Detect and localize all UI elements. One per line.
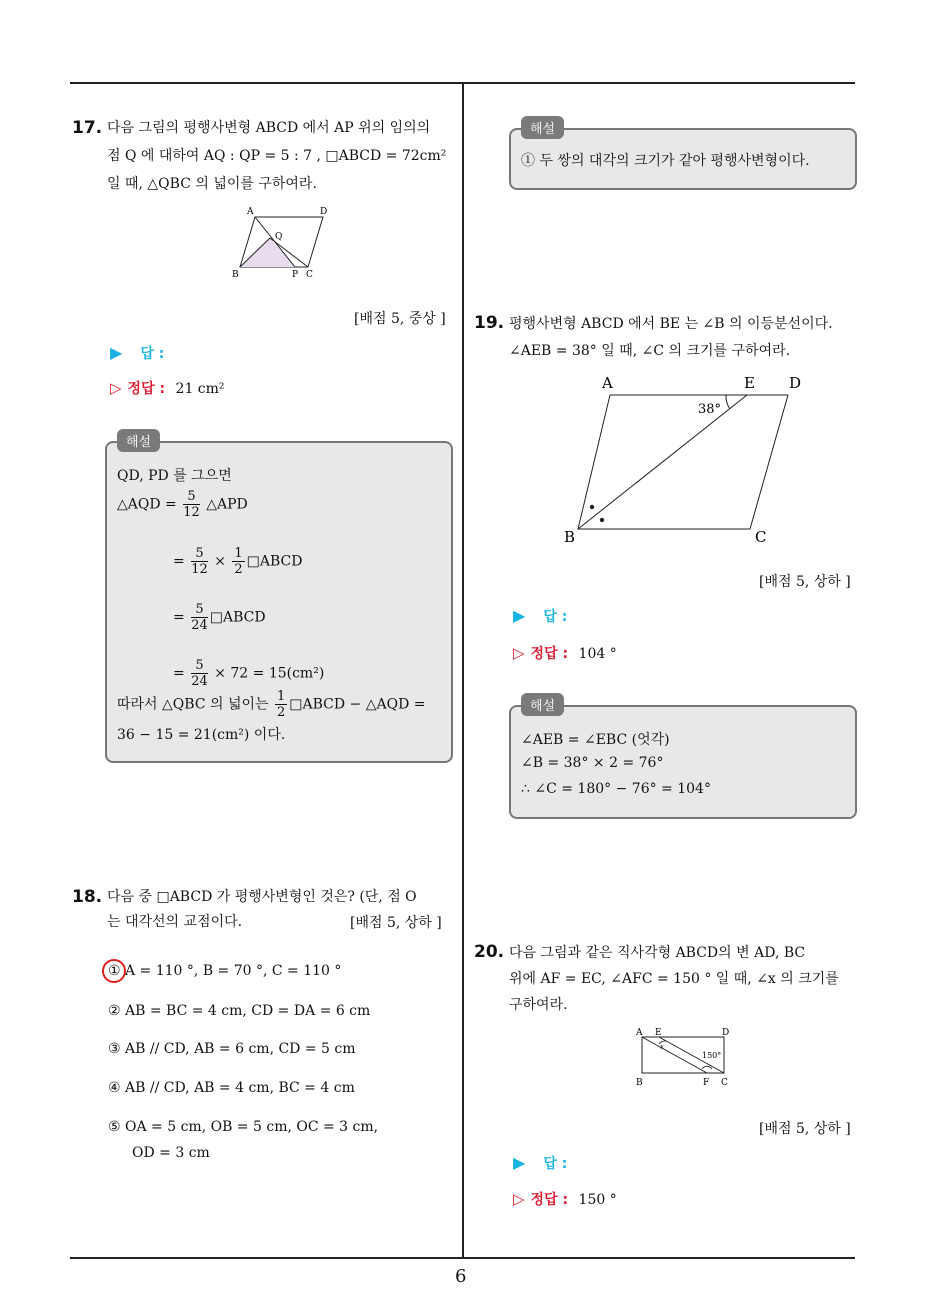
q20-fig-label-d: D xyxy=(722,1028,730,1038)
q20-correct-label: 정답 : xyxy=(530,1192,569,1208)
q17-fig-label-p: P xyxy=(292,270,299,280)
q20-fig-label-c: C xyxy=(721,1078,728,1088)
q19-fig-label-b: B xyxy=(564,528,576,546)
q17-fig-label-c: C xyxy=(306,270,313,280)
q18-choice-4[interactable]: ④ AB // CD, AB = 4 cm, BC = 4 cm xyxy=(108,1080,355,1096)
q17-correct-value: 21 cm² xyxy=(175,381,225,397)
q18-choice-5-cont: OD = 3 cm xyxy=(132,1145,210,1161)
q18-number: 18. xyxy=(72,887,103,907)
fraction: $\frac{1}{2}$ xyxy=(234,546,243,577)
q17-fig-label-b: B xyxy=(232,270,239,280)
q17-solution-tag: 해설 xyxy=(117,429,160,452)
fraction: $\frac{5}{12}$ xyxy=(191,546,208,577)
q17-fig-label-a: A xyxy=(247,207,254,217)
q17-fig-label-q: Q xyxy=(275,232,283,242)
q17-answer-row xyxy=(110,343,164,363)
q17-sol-line1: QD, PD 를 그으면 xyxy=(117,468,232,484)
q17-line3: 일 때, △QBC 의 넓이를 구하여라. xyxy=(107,176,317,192)
q17-answer-label: 답 : xyxy=(140,346,165,362)
q19-sol-line3: ∴ ∠C = 180° − 76° = 104° xyxy=(521,781,711,797)
outline-triangle-icon: ▷ xyxy=(513,644,525,662)
q17-line1: 다음 그림의 평행사변형 ABCD 에서 AP 위의 임의의 xyxy=(107,120,431,136)
q19-correct-value: 104 ° xyxy=(578,646,617,662)
q20-correct-row xyxy=(513,1189,617,1209)
q20-fig-label-angle: 150° xyxy=(702,1051,722,1060)
q19-fig-label-e: E xyxy=(744,374,755,392)
q19-parallelogram-figure xyxy=(560,372,810,550)
q20-line2: 위에 AF = EC, ∠AFC = 150 ° 일 때, ∠x 의 크기를 xyxy=(509,971,839,987)
q19-solution-box xyxy=(509,699,857,819)
q20-answer-row xyxy=(513,1153,567,1173)
q20-fig-label-x: x xyxy=(660,1043,664,1051)
q18-choice-3[interactable]: ③ AB // CD, AB = 6 cm, CD = 5 cm xyxy=(108,1041,356,1057)
fraction: $\frac{5}{24}$ xyxy=(191,658,208,689)
fraction: $\frac{5}{24}$ xyxy=(191,602,208,633)
q17-correct-row xyxy=(110,378,225,398)
outline-triangle-icon: ▷ xyxy=(110,379,122,397)
q20-answer-label: 답 : xyxy=(543,1156,568,1172)
q17-sol-line6: 따라서 △QBC 의 넓이는 $\frac{1}{2}$ □ABCD − △AQD = xyxy=(117,689,426,720)
q19-line1: 평행사변형 ABCD 에서 BE 는 ∠B 의 이등분선이다. xyxy=(509,316,833,332)
q19-fig-label-angle: 38° xyxy=(698,402,722,417)
fraction: $\frac{5}{12}$ xyxy=(183,489,200,520)
q17-number: 17. xyxy=(72,118,103,138)
q19-meta: [배점 5, 상하 ] xyxy=(759,574,851,590)
q17-meta: [배점 5, 중상 ] xyxy=(354,311,446,327)
q20-number: 20. xyxy=(474,942,505,962)
q17-solution-box xyxy=(105,435,453,763)
filled-triangle-icon: ▶ xyxy=(110,343,123,362)
q19-answer-row xyxy=(513,606,567,626)
q19-solution-tag: 해설 xyxy=(521,693,564,716)
bottom-rule xyxy=(70,1257,855,1259)
q18-solution-tag: 해설 xyxy=(521,116,564,139)
q17-sol-line4: = $\frac{5}{24}$ □ABCD xyxy=(173,602,266,633)
q20-correct-value: 150 ° xyxy=(578,1192,617,1208)
q19-fig-label-c: C xyxy=(755,528,767,546)
q17-sol-line5: = $\frac{5}{24}$ × 72 = 15(cm²) xyxy=(173,658,325,689)
column-divider xyxy=(462,82,464,1258)
page-number: 6 xyxy=(455,1266,467,1287)
q18-sol-text: ① 두 쌍의 대각의 크기가 같아 평행사변형이다. xyxy=(521,153,810,169)
q19-correct-label: 정답 : xyxy=(530,646,569,662)
q18-solution-box xyxy=(509,122,857,190)
q19-sol-line1: ∠AEB = ∠EBC (엇각) xyxy=(521,732,670,748)
filled-triangle-icon: ▶ xyxy=(513,1153,526,1172)
q17-fig-label-d: D xyxy=(320,207,328,217)
q19-answer-label: 답 : xyxy=(543,609,568,625)
q20-fig-label-e: E xyxy=(655,1028,662,1038)
q18-choice-5[interactable]: ⑤ OA = 5 cm, OB = 5 cm, OC = 3 cm, xyxy=(108,1119,379,1135)
q18-line2: 는 대각선의 교점이다. xyxy=(107,914,243,930)
q18-choice-1[interactable]: ① A = 110 °, B = 70 °, C = 110 ° xyxy=(108,963,341,979)
filled-triangle-icon: ▶ xyxy=(513,606,526,625)
q19-number: 19. xyxy=(474,313,505,333)
q17-sol-line2: △AQD = $\frac{5}{12}$ △APD xyxy=(117,489,248,520)
q17-correct-label: 정답 : xyxy=(127,381,166,397)
q19-line2: ∠AEB = 38° 일 때, ∠C 의 크기를 구하여라. xyxy=(509,343,791,359)
q20-fig-label-b: B xyxy=(636,1078,643,1088)
q19-fig-label-d: D xyxy=(789,374,802,392)
q17-sol-line3: = $\frac{5}{12}$ × $\frac{1}{2}$ □ABCD xyxy=(173,546,303,577)
q20-fig-label-a: A xyxy=(636,1028,643,1038)
answer-mark-circle-icon xyxy=(102,959,126,983)
q17-parallelogram-figure xyxy=(228,203,338,281)
outline-triangle-icon: ▷ xyxy=(513,1190,525,1208)
q20-rectangle-figure xyxy=(632,1025,738,1091)
q19-fig-label-a: A xyxy=(602,374,613,392)
q18-meta: [배점 5, 상하 ] xyxy=(350,915,442,931)
q17-line2: 점 Q 에 대하여 AQ : QP = 5 : 7 , □ABCD = 72cm² xyxy=(107,148,447,164)
q20-fig-label-f: F xyxy=(703,1078,710,1088)
q19-sol-line2: ∠B = 38° × 2 = 76° xyxy=(521,755,664,771)
q20-meta: [배점 5, 상하 ] xyxy=(759,1121,851,1137)
q20-line1: 다음 그림과 같은 직사각형 ABCD의 변 AD, BC xyxy=(509,945,806,961)
fraction: $\frac{1}{2}$ xyxy=(276,689,286,720)
q18-choice-2[interactable]: ② AB = BC = 4 cm, CD = DA = 6 cm xyxy=(108,1003,371,1019)
q19-correct-row xyxy=(513,643,617,663)
q20-line3: 구하여라. xyxy=(509,997,568,1013)
q18-line1: 다음 중 □ABCD 가 평행사변형인 것은? (단, 점 O xyxy=(107,889,417,905)
q17-sol-line7: 36 − 15 = 21(cm²) 이다. xyxy=(117,727,286,743)
